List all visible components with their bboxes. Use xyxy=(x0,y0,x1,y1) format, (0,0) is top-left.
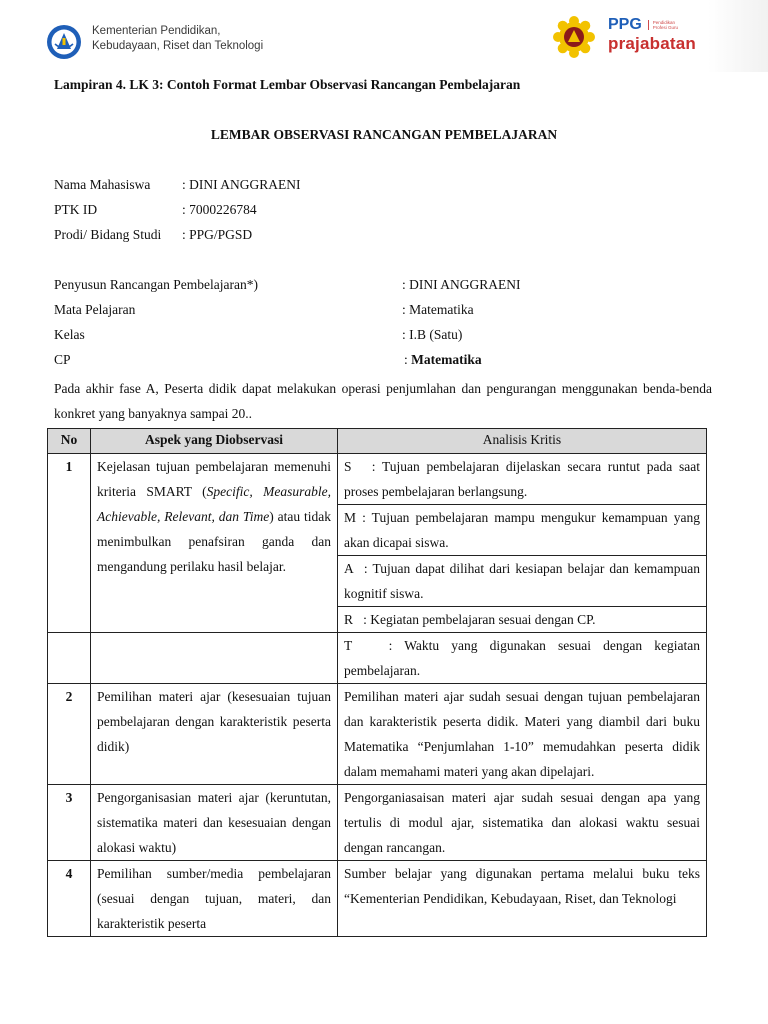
ppg-tagline: Pendidikan Profesi Guru xyxy=(648,20,679,30)
field-value xyxy=(404,352,482,368)
cp-row xyxy=(54,352,482,368)
university-seal-logo xyxy=(552,15,596,59)
table-row xyxy=(48,861,707,937)
aspect-cell: Pemilihan materi ajar (kesesuaian tujuan pembelajaran dengan karakteristik peserta didik) xyxy=(91,684,338,785)
header-analisis: Analisis Kritis xyxy=(338,429,707,454)
page-edge-shadow xyxy=(708,0,768,72)
aspect-cell: Pengorganisasian materi ajar (keruntutan, sistematika materi dan kesesuaian dengan alokasi waktu) xyxy=(91,785,338,861)
appendix-heading: Lampiran 4. LK 3: Contoh Format Lembar Observasi Rancangan Pembelajaran xyxy=(54,77,521,92)
ppg-prajabatan-logo xyxy=(608,16,696,54)
cp-description: Pada akhir fase A, Peserta didik dapat melakukan operasi penjumlahan dan pengurangan menggunakan benda-benda konkret yang banyaknya sampai 20.. xyxy=(54,381,712,421)
row-number: 4 xyxy=(48,861,91,937)
field-label: CP xyxy=(54,352,71,367)
empty-cell xyxy=(48,633,91,684)
field-value: : DINI ANGGRAENI xyxy=(402,277,521,292)
aspect-cell: Pemilihan sumber/media pembelajaran (sesuai dengan tujuan, materi, dan karakteristik peserta xyxy=(91,861,338,937)
document-header xyxy=(0,0,768,72)
analysis-s: S : Tujuan pembelajaran dijelaskan secara runtut pada saat proses pembelajaran berlangsung. xyxy=(338,454,707,505)
ministry-name xyxy=(92,24,263,54)
table-row xyxy=(48,633,707,684)
student-name-row xyxy=(54,177,301,193)
ministry-line-1: Kementerian Pendidikan, xyxy=(92,25,221,37)
header-no: No xyxy=(48,429,91,454)
ppg-word: PPG xyxy=(608,16,642,33)
subject-row xyxy=(54,302,474,318)
page-title: LEMBAR OBSERVASI RANCANGAN PEMBELAJARAN xyxy=(210,127,558,142)
analysis-cell: Pengorganiasaisan materi ajar sudah sesuai dengan apa yang tertulis di modul ajar, sistematika dan alokasi waktu sesuai dengan rancangan. xyxy=(338,785,707,861)
analysis-cell: Pemilihan materi ajar sudah sesuai dengan tujuan pembelajaran dan karakteristik peserta didik. Materi yang diambil dari buku Matematika “Penjumlahan 1-10” memudahkan peserta didik dalam memahami materi yang akan dipelajari. xyxy=(338,684,707,785)
aspect-text-b: ) atau tidak menimbulkan penafsiran ganda dan mengandung perilaku hasil belajar. xyxy=(97,509,331,574)
aspect-text-a: Kejelasan tujuan pembelajaran memenuhi kriteria SMART ( xyxy=(97,459,331,499)
ptk-id-row xyxy=(54,202,257,218)
table-row xyxy=(48,454,707,505)
analysis-cell: Sumber belajar yang digunakan pertama melalui buku teks “Kementerian Pendidikan, Kebudayaan, Riset, dan Teknologi xyxy=(338,861,707,937)
empty-cell xyxy=(91,633,338,684)
row-number: 2 xyxy=(48,684,91,785)
table-row xyxy=(48,684,707,785)
field-label: Kelas xyxy=(54,327,85,342)
aspect-cell xyxy=(91,454,338,633)
row-number: 3 xyxy=(48,785,91,861)
analysis-t: T : Waktu yang digunakan sesuai dengan kegiatan pembelajaran. xyxy=(338,633,707,684)
field-value: : I.B (Satu) xyxy=(402,327,463,342)
observation-table xyxy=(47,428,707,937)
class-row xyxy=(54,327,463,343)
table-header-row xyxy=(48,429,707,454)
field-label: PTK ID xyxy=(54,202,98,217)
field-label: Prodi/ Bidang Studi xyxy=(54,227,162,242)
analysis-a: A : Tujuan dapat dilihat dari kesiapan belajar dan kemampuan kognitif siswa. xyxy=(338,556,707,607)
ministry-line-2: Kebudayaan, Riset dan Teknologi xyxy=(92,40,264,52)
ppg-prajabatan-word: prajabatan xyxy=(608,34,696,53)
analysis-r: R : Kegiatan pembelajaran sesuai dengan CP. xyxy=(338,607,707,633)
header-aspek: Aspek yang Diobservasi xyxy=(91,429,338,454)
cp-value: Matematika xyxy=(411,352,482,367)
table-row xyxy=(48,785,707,861)
row-number: 1 xyxy=(48,454,91,633)
field-label: Nama Mahasiswa xyxy=(54,177,151,192)
designer-row xyxy=(54,277,521,293)
field-value: : Matematika xyxy=(402,302,474,317)
field-value: : 7000226784 xyxy=(182,202,257,217)
aspect-text-italic: Specific, Measurable, Achievable, Relevant, dan Time xyxy=(97,484,332,524)
field-label: Penyusun Rancangan Pembelajaran*) xyxy=(54,277,258,292)
tut-wuri-handayani-logo xyxy=(46,24,82,60)
field-value: : DINI ANGGRAENI xyxy=(182,177,301,192)
cp-value-prefix: : xyxy=(404,352,412,367)
field-value: : PPG/PGSD xyxy=(182,227,253,242)
study-program-row xyxy=(54,227,253,243)
analysis-m: M : Tujuan pembelajaran mampu mengukur kemampuan yang akan dicapai siswa. xyxy=(338,505,707,556)
field-label: Mata Pelajaran xyxy=(54,302,136,317)
